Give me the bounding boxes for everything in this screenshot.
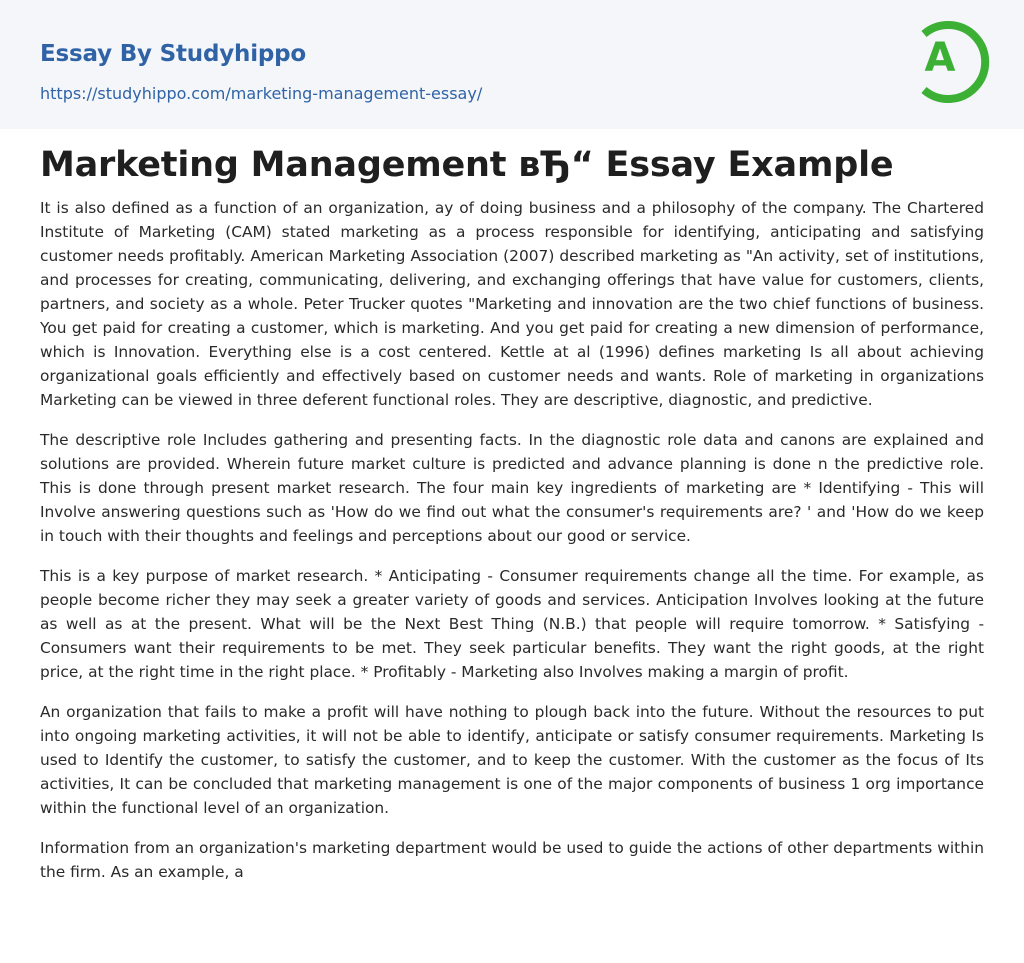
site-header — [0, 0, 1024, 129]
site-brand[interactable]: Essay By Studyhippo — [40, 41, 307, 67]
studyhippo-logo[interactable] — [910, 18, 990, 106]
essay-paragraph: This is a key purpose of market research. * Anticipating - Consumer requirements change all the time. For example, as people become richer they may seek a greater variety of goods and services. Anticipation Involves looking at the future as well as at the present. What will be the Next Best Thing (N.B.) that people will require tomorrow. * Satisfying - Consumers want their requirements to be met. They seek particular benefits. They want the right goods, at the right price, at the right time in the right place. * Profitably - Marketing also Involves making a margin of profit. — [40, 567, 984, 681]
essay-body — [40, 196, 984, 900]
logo-letter: A — [924, 35, 956, 81]
page-url-link[interactable]: https://studyhippo.com/marketing-management-essay/ — [40, 84, 483, 103]
essay-paragraph: Information from an organization's marketing department would be used to guide the actions of other departments within the firm. As an example, a — [40, 839, 984, 881]
essay-paragraph: It is also defined as a function of an organization, ay of doing business and a philosophy of the company. The Chartered Institute of Marketing (CAM) stated marketing as a process responsible for identifying, anticipating and satisfying customer needs profitably. American Marketing Association (2007) described marketing as "An activity, set of institutions, and processes for creating, communicating, delivering, and exchanging offerings that have value for customers, clients, partners, and society as a whole. Peter Trucker quotes "Marketing and innovation are the two chief functions of business. You get paid for creating a customer, which is marketing. And you get paid for creating a new dimension of performance, which is Innovation. Everything else is a cost centered. Kettle at al (1996) defines marketing Is all about achieving organizational goals efficiently and effectively based on customer needs and wants. Role of marketing in organizations Marketing can be viewed in three deferent functional roles. They are descriptive, diagnostic, and predictive. — [40, 199, 984, 409]
essay-paragraph: An organization that fails to make a profit will have nothing to plough back into the future. Without the resources to put into ongoing marketing activities, it will not be able to identify, anticipate or satisfy consumer requirements. Marketing Is used to Identify the customer, to satisfy the customer, and to keep the customer. With the customer as the focus of Its activities, It can be concluded that marketing management is one of the major components of business 1 org importance within the functional level of an organization. — [40, 703, 984, 817]
essay-paragraph: The descriptive role Includes gathering and presenting facts. In the diagnostic role data and canons are explained and solutions are provided. Wherein future market culture is predicted and advance planning is done n the predictive role. This is done through present market research. The four main key ingredients of marketing are * Identifying - This will Involve answering questions such as 'How do we find out what the consumer's requirements are? ' and 'How do we keep in touch with their thoughts and feelings and perceptions about our good or service. — [40, 431, 984, 545]
page-title: Marketing Management вЂ“ Essay Example — [40, 145, 894, 185]
